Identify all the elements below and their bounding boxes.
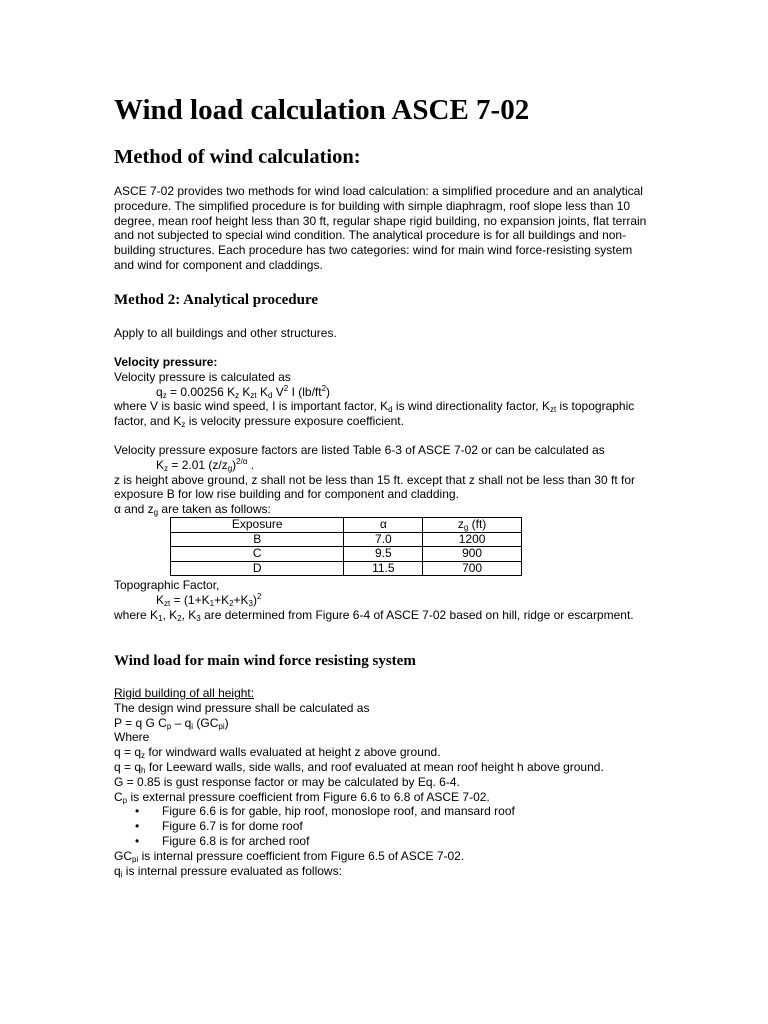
document-title: Wind load calculation ASCE 7-02 — [114, 94, 530, 126]
table-cell: 1200 — [423, 532, 522, 547]
design-pressure-line: The design wind pressure shall be calculated as — [114, 700, 370, 715]
figure-list — [114, 804, 654, 848]
table-cell: C — [171, 547, 344, 562]
qz-equation: $q_z = 0.00256$ $K_z$ $K_{zt}$ $K_d$ $V^2$ I $(lb/ft^2)$ — [156, 383, 331, 400]
table-row — [171, 532, 522, 547]
topographic-where-text: where $K_1$, $K_2$, $K_3$ are determined from Figure 6-4 of ASCE 7-02 based on hill, ridge or escarpment. — [114, 607, 634, 623]
topographic-block — [114, 578, 654, 622]
velocity-pressure-line: Velocity pressure is calculated as — [114, 369, 291, 384]
cp-line: $C_p$ is external pressure coefficient from Figure 6.6 to 6.8 of ASCE 7-02. — [114, 789, 490, 805]
section-heading-mwfrs: Wind load for main wind force resisting system — [114, 653, 416, 669]
kz-equation: $K_z = 2.01$ $(z/z_g)^{2/\alpha}$ . — [156, 456, 255, 473]
table-cell: 700 — [423, 561, 522, 576]
z-height-text: z is height above ground, z shall not be less than 15 ft. except that z shall not be less than 30 ft for exposure B for low rise building and for component and cladding. — [114, 472, 635, 502]
where-label: Where — [114, 730, 150, 745]
g-factor-line: G = 0.85 is gust response factor or may be calculated by Eq. 6-4. — [114, 774, 460, 789]
table-cell: 9.5 — [344, 547, 423, 562]
list-item: • Figure 6.7 is for dome roof — [162, 819, 654, 834]
velocity-pressure-heading: Velocity pressure: — [114, 355, 218, 369]
exposure-table-wrap — [114, 517, 522, 576]
kzt-equation: $K_{zt} = (1+K_1+K_2+K_3)^2$ — [156, 591, 262, 608]
table-header-row — [171, 518, 522, 533]
table-cell: D — [171, 561, 344, 576]
table-cell: B — [171, 532, 344, 547]
table-header-cell: $z_g$ (ft) — [423, 518, 522, 533]
velocity-pressure-block — [114, 355, 654, 429]
rigid-building-subheading: Rigid building of all height: — [114, 686, 255, 700]
table-cell: 7.0 — [344, 532, 423, 547]
table-row — [171, 547, 522, 562]
list-item: • Figure 6.8 is for arched roof — [162, 834, 654, 849]
section-heading-method: Method of wind calculation: — [114, 146, 361, 168]
topographic-line: Topographic Factor, — [114, 578, 220, 592]
exposure-block — [114, 443, 654, 517]
gcpi-line: $GC_{pi}$ is internal pressure coefficient from Figure 6.5 of ASCE 7-02. — [114, 848, 465, 864]
apply-paragraph: Apply to all buildings and other structures. — [114, 326, 337, 340]
list-item: • Figure 6.6 is for gable, hip roof, monoslope roof, and mansard roof — [162, 804, 654, 819]
table-header-cell: α — [344, 518, 423, 533]
section-heading-method2: Method 2: Analytical procedure — [114, 292, 319, 308]
velocity-where-text: where V is basic wind speed, I is important factor, $K_d$ is wind directionality factor, $K_{zt}$ is topographic factor, and $K_z$ is velocity pressure exposure coefficient. — [114, 399, 635, 430]
q-leeward-line: $q = q_h$ for Leeward walls, side walls, and roof evaluated at mean roof height h above ground. — [114, 759, 604, 775]
table-row — [171, 561, 522, 576]
table-header-cell: Exposure — [171, 518, 344, 533]
intro-paragraph: ASCE 7-02 provides two methods for wind load calculation: a simplified procedure and an analytical procedure. The simplified procedure is for building with simple diaphragm, roof slope less than 10 degree, mean roof height less than 30 ft, regular shape rigid building, no expansion joints, flat terrain and not subjected to special wind condition. The analytical procedure is for all buildings and non-building structures. Each procedure has two categories: wind for main wind force-resisting system and wind for component and claddings. — [114, 184, 647, 272]
qi-line: $q_i$ is internal pressure evaluated as follows: — [114, 863, 342, 879]
mwfrs-block — [114, 686, 654, 878]
table-cell: 900 — [423, 547, 522, 562]
p-equation: P = q G $C_p - q_i$ $(GC_{pi})$ — [114, 715, 229, 731]
alpha-line: α and $z_g$ are taken as follows: — [114, 502, 271, 518]
exposure-table — [170, 517, 522, 576]
exposure-line: Velocity pressure exposure factors are listed Table 6-3 of ASCE 7-02 or can be calculated as — [114, 443, 605, 457]
table-cell: 11.5 — [344, 561, 423, 576]
q-windward-line: $q = q_z$ for windward walls evaluated at height z above ground. — [114, 745, 441, 761]
